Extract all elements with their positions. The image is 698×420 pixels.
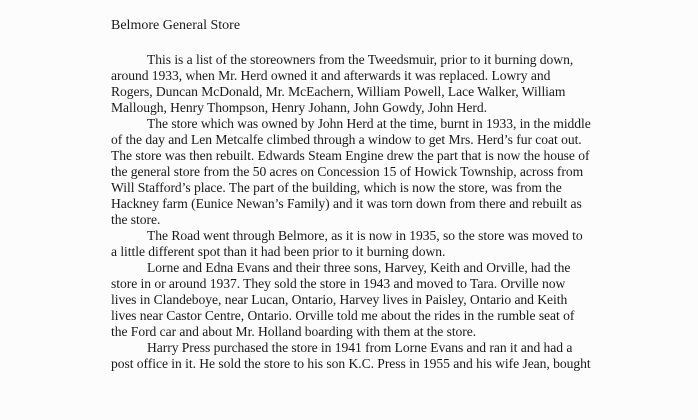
text-line: around 1933, when Mr. Herd owned it and afterwards it was replaced. Lowry and	[111, 68, 551, 83]
text-line: Hackney farm (Eunice Newan’s Family) and it was torn down from there and rebuilt as	[111, 196, 582, 211]
text-line: of the day and Len Metcalfe climbed through a window to get Mrs. Herd’s fur coat out.	[111, 132, 582, 147]
text-line: lives near Castor Centre, Ontario. Orville told me about the rides in the rumble seat of	[111, 308, 575, 323]
text-line: store in or around 1937. They sold the store in 1943 and moved to Tara. Orville now	[111, 276, 566, 291]
text-line: post office in it. He sold the store to his son K.C. Press in 1955 and his wife Jean, bought	[111, 356, 591, 371]
text-line: The Road went through Belmore, as it is now in 1935, so the store was moved to	[147, 228, 583, 243]
text-line: a little different spot than it had been prior to it burning down.	[111, 244, 446, 259]
text-line: Harry Press purchased the store in 1941 from Lorne Evans and ran it and had a	[147, 340, 573, 355]
text-line: The store which was owned by John Herd at the time, burnt in 1933, in the middle	[147, 116, 591, 131]
document-title: Belmore General Store	[111, 18, 241, 33]
text-line: Lorne and Edna Evans and their three sons, Harvey, Keith and Orville, had the	[147, 260, 571, 275]
text-line: This is a list of the storeowners from the Tweedsmuir, prior to it burning down,	[147, 52, 574, 67]
text-line: the Ford car and about Mr. Holland boarding with them at the store.	[111, 324, 477, 339]
text-line: the general store from the 50 acres on Concession 15 of Howick Township, across from	[111, 164, 584, 179]
text-line: the store.	[111, 212, 161, 227]
text-line: The store was then rebuilt. Edwards Steam Engine drew the part that is now the house of	[111, 148, 590, 163]
text-line: Rogers, Duncan McDonald, Mr. McEachern, William Powell, Lace Walker, William	[111, 84, 566, 99]
text-line: Will Stafford’s place. The part of the building, which is now the store, was from the	[111, 180, 562, 195]
text-line: Mallough, Henry Thompson, Henry Johann, John Gowdy, John Herd.	[111, 100, 487, 115]
text-line: lives in Clandeboye, near Lucan, Ontario, Harvey lives in Paisley, Ontario and Keith	[111, 292, 568, 307]
